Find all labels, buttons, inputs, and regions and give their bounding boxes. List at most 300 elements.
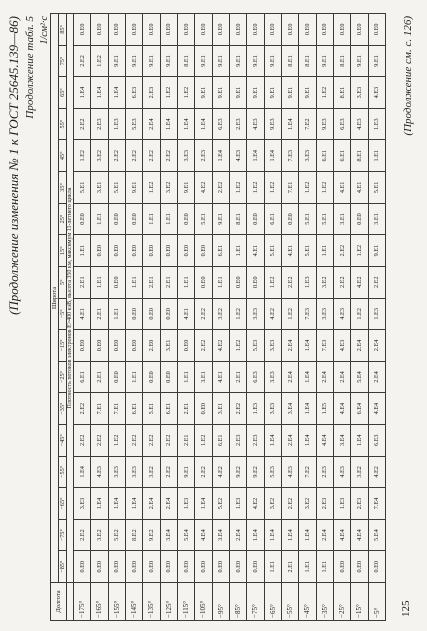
- table-cell: 4.E3: [368, 77, 385, 109]
- table-cell: 3.E3: [264, 393, 281, 425]
- table-cell: 1.E3: [368, 108, 385, 140]
- table-cell: 6.E1: [212, 235, 229, 267]
- table-cell: 9.E1: [264, 77, 281, 109]
- table-cell: 0.E0: [351, 551, 368, 583]
- table-cell: 7.E1: [281, 172, 298, 204]
- table-cell: 1.E1: [160, 203, 177, 235]
- table-cell: 2.E2: [281, 266, 298, 298]
- table-cell: 0.E0: [74, 14, 91, 46]
- table-cell: 1.E4: [281, 108, 298, 140]
- table-cell: 1.E3: [333, 488, 350, 520]
- table-cell: 7.E3: [316, 330, 333, 362]
- table-cell: 4.E1: [74, 298, 91, 330]
- table-cell: 0.E0: [229, 551, 246, 583]
- table-cell: 0.E0: [143, 551, 160, 583]
- table-cell: 9.E1: [143, 45, 160, 77]
- table-cell: 0.E0: [160, 361, 177, 393]
- table-cell: 1.E3: [177, 488, 194, 520]
- table-cell: 1.E1: [299, 551, 316, 583]
- table-cell: 4.E2: [212, 330, 229, 362]
- table-cell: 4.E2: [368, 456, 385, 488]
- table-cell: 9.E3: [264, 108, 281, 140]
- row-label: −165°: [91, 583, 108, 621]
- table-cell: 9.E1: [195, 77, 212, 109]
- table-cell: 0.E0: [108, 361, 125, 393]
- column-header: 45°: [59, 140, 67, 172]
- table-cell: 1.E4: [74, 456, 91, 488]
- table-cell: 4.E4: [333, 519, 350, 551]
- table-cell: 7.E4: [368, 488, 385, 520]
- table-cell: 0.E0: [160, 14, 177, 46]
- table-cell: 0.E0: [125, 298, 142, 330]
- table-cell: 2.E2: [160, 140, 177, 172]
- table-cell: 0.E0: [264, 14, 281, 46]
- table-cell: 1.E4: [299, 330, 316, 362]
- table-cell: 9.E1: [281, 77, 298, 109]
- table-row: [125, 14, 142, 621]
- table-cell: 6.E1: [125, 393, 142, 425]
- table-cell: 5.E2: [212, 488, 229, 520]
- table-cell: 2.E3: [229, 424, 246, 456]
- table-cell: 2.E1: [229, 361, 246, 393]
- table-cell: 0.E0: [333, 14, 350, 46]
- row-label: −45°: [299, 583, 316, 621]
- table-cell: 1.E1: [177, 266, 194, 298]
- table-cell: 3.E2: [91, 519, 108, 551]
- table-cell: 0.E0: [316, 14, 333, 46]
- table-cell: 6.E3: [247, 361, 264, 393]
- table-cell: 2.E2: [195, 298, 212, 330]
- table-cell: 6.E1: [264, 203, 281, 235]
- table-cell: 0.E0: [125, 235, 142, 267]
- table-cell: 9.E1: [212, 45, 229, 77]
- table-cell: 0.E0: [177, 330, 194, 362]
- table-caption: Продолжение табл. 5: [24, 16, 36, 119]
- table-cell: 1.E1: [125, 361, 142, 393]
- table-cell: 3.E2: [212, 298, 229, 330]
- table-cell: 2.E3: [316, 456, 333, 488]
- table-body: [74, 14, 386, 621]
- table-cell: 3.E1: [195, 361, 212, 393]
- row-label: −75°: [247, 583, 264, 621]
- table-cell: 2.E2: [125, 140, 142, 172]
- table-cell: 1.E1: [264, 551, 281, 583]
- table-cell: 1.E1: [212, 266, 229, 298]
- table-row: [212, 14, 229, 621]
- table-cell: 1.E2: [351, 298, 368, 330]
- table-cell: 8.E1: [333, 77, 350, 109]
- table-cell: 6.E1: [316, 140, 333, 172]
- table-subheader: Плотность потоков электронов Е>400 кэВ, высота 350 км, максимум 11-летнего цикла: [67, 14, 74, 583]
- table-cell: 2.E4: [333, 361, 350, 393]
- table-cell: 0.E0: [74, 203, 91, 235]
- table-cell: 1.E4: [247, 519, 264, 551]
- unit-label: 1/см²·с: [39, 16, 50, 45]
- table-cell: 9.E1: [368, 45, 385, 77]
- table-row: [351, 14, 368, 621]
- table-cell: 9.E1: [177, 456, 194, 488]
- table-cell: 1.E3: [247, 393, 264, 425]
- table-cell: 9.E1: [212, 77, 229, 109]
- row-label: −85°: [229, 583, 246, 621]
- table-cell: 1.E5: [316, 393, 333, 425]
- table-row: [143, 14, 160, 621]
- column-header: −55°: [59, 456, 67, 488]
- column-header: 5°: [59, 266, 67, 298]
- table-cell: 0.E0: [247, 203, 264, 235]
- table-cell: 1.E4: [160, 108, 177, 140]
- table-cell: 9.E2: [143, 519, 160, 551]
- row-label: −35°: [316, 583, 333, 621]
- table-cell: 3.E3: [264, 330, 281, 362]
- table-cell: 3.E2: [264, 488, 281, 520]
- table-cell: 1.E4: [264, 519, 281, 551]
- table-cell: 6.E1: [74, 361, 91, 393]
- table-cell: 2.E2: [143, 140, 160, 172]
- table-cell: 1.E1: [143, 203, 160, 235]
- table-cell: 2.E4: [281, 424, 298, 456]
- table-cell: 2.E2: [195, 330, 212, 362]
- table-cell: 9.E1: [125, 45, 142, 77]
- table-cell: 9.E1: [299, 77, 316, 109]
- table-cell: 2.E4: [229, 519, 246, 551]
- table-cell: 9.E3: [316, 108, 333, 140]
- table-row: [160, 14, 177, 621]
- table-cell: 0.E0: [195, 235, 212, 267]
- column-header: 25°: [59, 203, 67, 235]
- table-cell: 2.E3: [229, 108, 246, 140]
- table-cell: 0.E0: [247, 266, 264, 298]
- table-cell: 1.E2: [229, 330, 246, 362]
- table-cell: 9.E1: [247, 77, 264, 109]
- table-cell: 0.E0: [74, 551, 91, 583]
- table-cell: 0.E0: [160, 298, 177, 330]
- table-cell: 1.E1: [177, 361, 194, 393]
- page-number: 125: [400, 600, 412, 617]
- row-label: −175°: [74, 583, 91, 621]
- table-cell: 1.E2: [229, 298, 246, 330]
- table-cell: 8.E1: [351, 140, 368, 172]
- table-cell: 3.E4: [212, 519, 229, 551]
- table-cell: 0.E0: [281, 14, 298, 46]
- table-cell: 6.E3: [333, 108, 350, 140]
- table-cell: 2.E4: [143, 488, 160, 520]
- table-cell: 2.E2: [74, 424, 91, 456]
- table-cell: 1.E4: [299, 424, 316, 456]
- table-cell: 1.E2: [160, 77, 177, 109]
- table-cell: 2.E3: [316, 488, 333, 520]
- table-cell: 2.E4: [281, 330, 298, 362]
- table-cell: 0.E0: [333, 551, 350, 583]
- table-cell: 2.E1: [143, 266, 160, 298]
- table-cell: 1.E1: [229, 235, 246, 267]
- table-cell: 5.E3: [247, 330, 264, 362]
- table-cell: 3.E2: [351, 456, 368, 488]
- row-label: −135°: [143, 583, 160, 621]
- table-cell: 4.E3: [281, 456, 298, 488]
- table-cell: 7.E2: [299, 456, 316, 488]
- table-cell: 1.E2: [299, 172, 316, 204]
- table-cell: 1.E2: [316, 77, 333, 109]
- table-cell: 0.E0: [177, 551, 194, 583]
- table-cell: 2.E3: [351, 488, 368, 520]
- table-cell: 1.E2: [177, 77, 194, 109]
- table-cell: 9.E1: [351, 45, 368, 77]
- table-cell: 9.E1: [368, 235, 385, 267]
- table-cell: 1.E2: [316, 172, 333, 204]
- column-header: −65°: [59, 488, 67, 520]
- table-cell: 3.E1: [368, 203, 385, 235]
- table-cell: 3.E1: [333, 203, 350, 235]
- column-header-row: [59, 14, 67, 621]
- table-cell: 0.E0: [108, 235, 125, 267]
- table-row: [333, 14, 350, 621]
- table-cell: 2.E1: [91, 298, 108, 330]
- table-cell: 4.E1: [247, 235, 264, 267]
- table-cell: 8.E1: [333, 45, 350, 77]
- table-cell: 1.E4: [91, 488, 108, 520]
- table-cell: 4.E3: [229, 140, 246, 172]
- table-cell: 6.E1: [333, 140, 350, 172]
- table-cell: 8.E2: [125, 519, 142, 551]
- group-header: Широта: [51, 14, 59, 583]
- table-cell: 5.E1: [143, 393, 160, 425]
- table-cell: 6.E1: [160, 393, 177, 425]
- table-cell: 5.E4: [177, 519, 194, 551]
- table-cell: 2.E2: [74, 393, 91, 425]
- table-row: [316, 14, 333, 621]
- table-cell: 1.E3: [368, 298, 385, 330]
- table-cell: 2.E4: [316, 519, 333, 551]
- row-label: −5°: [368, 583, 385, 621]
- table-cell: 1.E4: [351, 424, 368, 456]
- table-cell: 8.E1: [281, 45, 298, 77]
- column-header: −75°: [59, 519, 67, 551]
- table-cell: 0.E0: [212, 551, 229, 583]
- table-cell: 4.E3: [333, 330, 350, 362]
- table-cell: 5.E3: [264, 456, 281, 488]
- table-cell: 3.E2: [160, 172, 177, 204]
- table-cell: 0.E0: [177, 203, 194, 235]
- table-cell: 1.E4: [195, 488, 212, 520]
- table-cell: 3.E3: [74, 488, 91, 520]
- table-cell: 0.E0: [108, 203, 125, 235]
- table-cell: 1.E3: [229, 488, 246, 520]
- table-cell: 3.E3: [125, 456, 142, 488]
- table-cell: 3.E1: [91, 172, 108, 204]
- table-cell: 0.E0: [195, 551, 212, 583]
- table-cell: 2.E1: [177, 393, 194, 425]
- table-cell: 1.E2: [229, 172, 246, 204]
- table-cell: 1.E1: [316, 551, 333, 583]
- table-cell: 0.E0: [229, 14, 246, 46]
- table-cell: 0.E0: [108, 551, 125, 583]
- table-cell: 2.E1: [281, 551, 298, 583]
- page-title: (Продолжение изменения № 1 к ГОСТ 25645.139—86): [6, 16, 21, 315]
- column-header: −25°: [59, 361, 67, 393]
- table-cell: 2.E2: [108, 140, 125, 172]
- table-cell: 0.E0: [143, 14, 160, 46]
- table-cell: 4.E2: [264, 298, 281, 330]
- column-header: 55°: [59, 108, 67, 140]
- table-row: [247, 14, 264, 621]
- table-cell: 0.E0: [125, 203, 142, 235]
- table-cell: 9.E1: [125, 172, 142, 204]
- data-table-container: [50, 13, 386, 621]
- table-cell: 7.E3: [299, 298, 316, 330]
- table-cell: 4.E1: [212, 361, 229, 393]
- table-cell: 4.E4: [195, 519, 212, 551]
- column-header: 35°: [59, 172, 67, 204]
- table-cell: 0.E0: [195, 14, 212, 46]
- table-cell: 1.E4: [212, 140, 229, 172]
- table-cell: 1.E1: [125, 266, 142, 298]
- table-cell: 5.E1: [108, 172, 125, 204]
- table-cell: 1.E4: [195, 108, 212, 140]
- row-label: −15°: [351, 583, 368, 621]
- table-cell: 4.E2: [212, 456, 229, 488]
- table-cell: 1.E2: [247, 172, 264, 204]
- table-cell: 0.E0: [125, 551, 142, 583]
- table-cell: 0.E0: [74, 330, 91, 362]
- column-header: −35°: [59, 393, 67, 425]
- table-row: [108, 14, 125, 621]
- table-cell: 0.E0: [160, 551, 177, 583]
- table-cell: 5.E1: [316, 203, 333, 235]
- table-cell: 1.E4: [74, 77, 91, 109]
- table-cell: 2.E3: [247, 424, 264, 456]
- table-cell: 6.E1: [212, 424, 229, 456]
- table-cell: 3.E2: [143, 456, 160, 488]
- table-cell: 3.E3: [177, 140, 194, 172]
- table-cell: 3.E3: [316, 298, 333, 330]
- table-cell: 2.E3: [91, 108, 108, 140]
- table-cell: 0.E0: [160, 235, 177, 267]
- row-label: −55°: [281, 583, 298, 621]
- table-cell: 4.E3: [351, 108, 368, 140]
- table-cell: 2.E4: [143, 108, 160, 140]
- table-cell: 2.E2: [143, 424, 160, 456]
- table-cell: 2.E1: [177, 424, 194, 456]
- column-header: 75°: [59, 45, 67, 77]
- table-cell: 1.E3: [299, 266, 316, 298]
- table-cell: 8.E1: [229, 203, 246, 235]
- table-cell: 0.E0: [108, 330, 125, 362]
- blank-cell: [67, 583, 74, 621]
- table-cell: 2.E2: [125, 424, 142, 456]
- table-cell: 2.E4: [351, 330, 368, 362]
- table-cell: 9.E1: [108, 45, 125, 77]
- table-cell: 6.E4: [351, 393, 368, 425]
- table-cell: 1.E2: [264, 266, 281, 298]
- table-cell: 1.E2: [91, 45, 108, 77]
- table-cell: 4.E4: [368, 393, 385, 425]
- column-header: −85°: [59, 551, 67, 583]
- table-cell: 1.E2: [264, 172, 281, 204]
- table-cell: 3.E3: [299, 140, 316, 172]
- table-cell: 0.E0: [368, 551, 385, 583]
- table-cell: 1.E2: [143, 172, 160, 204]
- column-header: −45°: [59, 424, 67, 456]
- table-cell: 1.E1: [108, 298, 125, 330]
- table-cell: 2.E4: [160, 488, 177, 520]
- table-cell: 5.E1: [264, 235, 281, 267]
- table-cell: 2.E2: [333, 235, 350, 267]
- table-cell: 5.E1: [299, 235, 316, 267]
- table-cell: 1.E4: [299, 519, 316, 551]
- table-cell: 1.E2: [351, 235, 368, 267]
- table-cell: 3.E4: [333, 424, 350, 456]
- table-cell: 2.E4: [316, 361, 333, 393]
- table-cell: 9.E1: [177, 172, 194, 204]
- table-cell: 1.E4: [264, 140, 281, 172]
- row-label: −145°: [125, 583, 142, 621]
- flux-table: [50, 13, 386, 621]
- table-cell: 0.E0: [177, 14, 194, 46]
- row-label: −95°: [212, 583, 229, 621]
- table-cell: 0.E0: [281, 203, 298, 235]
- table-cell: 4.E4: [316, 424, 333, 456]
- table-row: [91, 14, 108, 621]
- table-cell: 0.E0: [143, 235, 160, 267]
- row-label: −125°: [160, 583, 177, 621]
- table-cell: 1.E1: [316, 235, 333, 267]
- table-cell: 1.E4: [299, 361, 316, 393]
- table-cell: 2.E2: [229, 393, 246, 425]
- table-cell: 2.E2: [160, 456, 177, 488]
- table-cell: 0.E0: [108, 14, 125, 46]
- table-cell: 0.E0: [108, 266, 125, 298]
- table-row: [177, 14, 194, 621]
- table-cell: 2.E2: [74, 519, 91, 551]
- table-cell: 2.E2: [281, 488, 298, 520]
- table-cell: 3.E4: [281, 393, 298, 425]
- table-cell: 8.E1: [299, 45, 316, 77]
- table-cell: 9.E1: [229, 77, 246, 109]
- table-cell: 3.E2: [316, 266, 333, 298]
- table-cell: 2.E2: [160, 424, 177, 456]
- table-cell: 1.E4: [264, 424, 281, 456]
- table-cell: 0.E0: [91, 551, 108, 583]
- table-cell: 3.E1: [212, 393, 229, 425]
- table-row: [281, 14, 298, 621]
- table-cell: 0.E0: [125, 14, 142, 46]
- table-cell: 2.E2: [212, 172, 229, 204]
- table-cell: 4.E2: [247, 488, 264, 520]
- table-cell: 9.E1: [212, 203, 229, 235]
- table-row: [368, 14, 385, 621]
- table-cell: 9.E1: [264, 45, 281, 77]
- table-cell: 1.E4: [281, 519, 298, 551]
- table-cell: 1.E4: [299, 393, 316, 425]
- table-cell: 9.E1: [247, 45, 264, 77]
- table-cell: 3.E3: [351, 77, 368, 109]
- column-header: 65°: [59, 77, 67, 109]
- table-cell: 4.E4: [351, 519, 368, 551]
- table-cell: 4.E1: [333, 172, 350, 204]
- table-cell: 4.E1: [281, 235, 298, 267]
- table-cell: 1.E4: [108, 77, 125, 109]
- table-cell: 1.E1: [91, 266, 108, 298]
- table-cell: 2.E3: [195, 140, 212, 172]
- table-cell: 0.E0: [351, 203, 368, 235]
- column-header: 85°: [59, 14, 67, 46]
- table-cell: 9.E1: [195, 45, 212, 77]
- table-cell: 0.E0: [195, 266, 212, 298]
- table-cell: 0.E0: [91, 14, 108, 46]
- table-cell: 2.E2: [195, 456, 212, 488]
- table-cell: 2.E4: [368, 361, 385, 393]
